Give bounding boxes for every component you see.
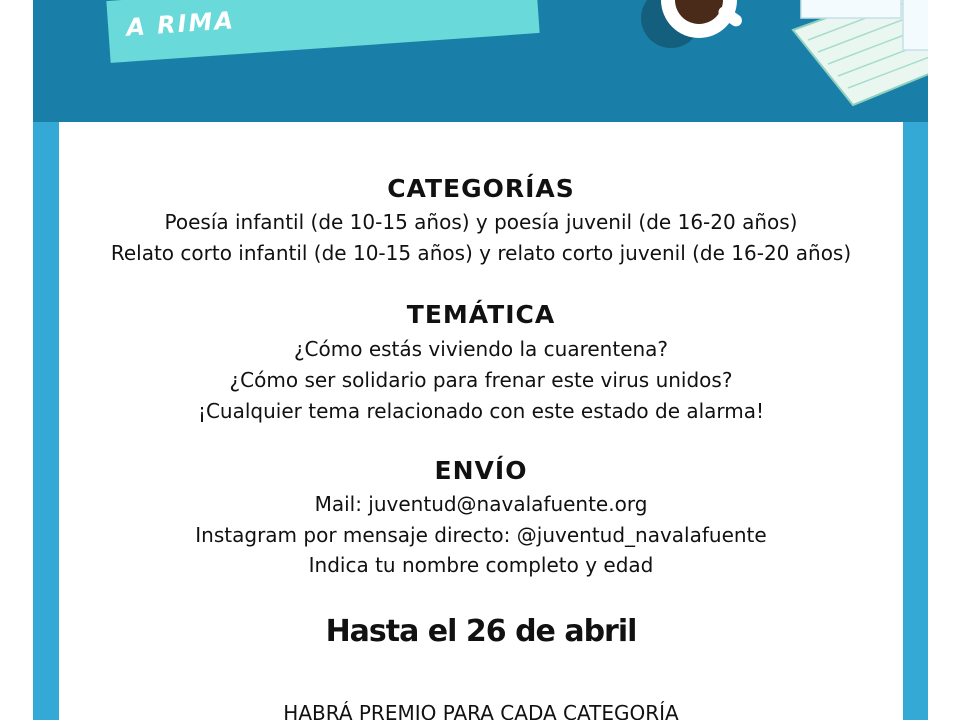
categorias-line: Poesía infantil (de 10-15 años) y poesía juvenil (de 16-20 años) [164,210,798,234]
envio-line: Mail: juventud@navalafuente.org [314,492,648,516]
envio-line: Instagram por mensaje directo: @juventud_navalafuente [195,523,767,547]
tematica-line: ¿Cómo ser solidario para frenar este virus unidos? [229,368,733,392]
right-frame-bar [903,122,928,720]
tematica-line: ¡Cualquier tema relacionado con este estado de alarma! [197,399,765,423]
title-ribbon-text: A RIMA [125,6,236,42]
envio-line: Indica tu nombre completo y edad [308,553,654,577]
poster-body [59,122,903,720]
tematica-line: ¿Cómo estás viviendo la cuarentena? [293,337,669,361]
coffee-cup-icon [641,0,744,48]
prize-text: HABRÁ PREMIO PARA CADA CATEGORÍA [283,701,679,720]
header-banner [33,0,928,122]
envio-heading: ENVÍO [434,456,528,485]
tematica-heading: TEMÁTICA [406,300,556,329]
categorias-heading: CATEGORÍAS [387,174,575,203]
deadline-text: Hasta el 26 de abril [325,614,637,649]
categorias-line: Relato corto infantil (de 10-15 años) y relato corto juvenil (de 16-20 años) [110,241,852,265]
header-illustration [33,0,928,122]
paper-stack-icon [793,0,928,105]
left-frame-bar [33,122,59,720]
